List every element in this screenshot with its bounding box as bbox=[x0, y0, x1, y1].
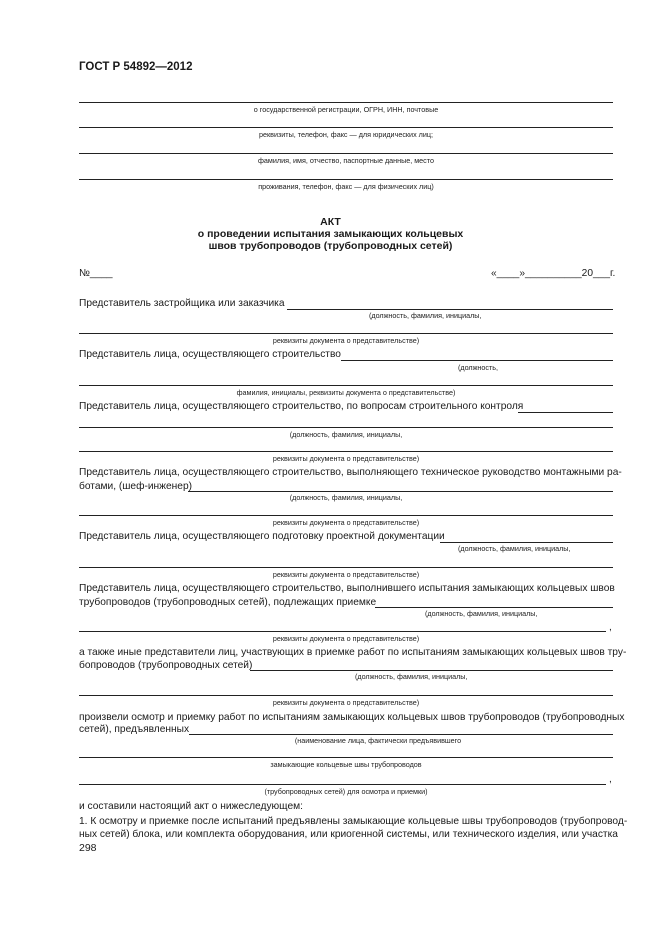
document-subtitle: швов трубопроводов (трубопроводных сетей) bbox=[208, 240, 453, 252]
paragraph-1: ных сетей) блока, или комплекта оборудования, или криогенной системы, или технического изделия, или участка bbox=[79, 829, 618, 840]
tester-rep-field[interactable] bbox=[375, 607, 613, 608]
tester-rep-label: трубопроводов (трубопроводных сетей), подлежащих приемке bbox=[79, 597, 377, 608]
blank-line[interactable] bbox=[79, 333, 613, 334]
blank-line[interactable] bbox=[79, 153, 613, 154]
blank-line[interactable] bbox=[79, 515, 613, 516]
field-caption: фамилия, имя, отчество, паспортные данные, место bbox=[258, 156, 434, 165]
field-caption: (должность, bbox=[458, 363, 499, 372]
comma: , bbox=[609, 774, 612, 785]
field-caption: (должность, фамилия, инициалы, bbox=[355, 672, 468, 681]
inspection-label: сетей), предъявленных bbox=[79, 724, 190, 735]
blank-line[interactable] bbox=[79, 695, 613, 696]
chief-engineer-label: Представитель лица, осуществляющего строительство, выполняющего техническое руководство монтажными ра- bbox=[79, 467, 622, 478]
comma: , bbox=[609, 622, 612, 633]
field-caption: (должность, фамилия, инициалы, bbox=[458, 544, 571, 553]
field-caption: проживания, телефон, факс — для физических лиц) bbox=[258, 182, 434, 191]
field-caption: (должность, фамилия, инициалы, bbox=[369, 311, 482, 320]
control-rep-field[interactable] bbox=[518, 412, 613, 413]
field-caption: реквизиты, телефон, факс — для юридических лиц; bbox=[259, 130, 433, 139]
blank-line[interactable] bbox=[79, 385, 613, 386]
field-caption: о государственной регистрации, ОГРН, ИНН, почтовые bbox=[253, 105, 439, 114]
field-caption: замыкающие кольцевые швы трубопроводов bbox=[270, 760, 422, 769]
conclusion-text: и составили настоящий акт о нижеследующем: bbox=[79, 801, 303, 812]
field-caption: (должность, фамилия, инициалы, bbox=[425, 609, 538, 618]
other-reps-field[interactable] bbox=[250, 670, 613, 671]
other-reps-label: бопроводов (трубопроводных сетей) bbox=[79, 660, 253, 671]
blank-line[interactable] bbox=[79, 757, 613, 758]
customer-rep-label: Представитель застройщика или заказчика bbox=[79, 298, 285, 309]
designer-rep-field[interactable] bbox=[440, 542, 613, 543]
blank-line[interactable] bbox=[79, 127, 613, 128]
document-title: АКТ bbox=[320, 216, 341, 228]
chief-engineer-field[interactable] bbox=[188, 491, 613, 492]
page-number: 298 bbox=[79, 842, 97, 854]
tester-rep-label: Представитель лица, осуществляющего строительство, выполнившего испытания замыкающих кольцевых швов bbox=[79, 583, 615, 594]
field-caption: реквизиты документа о представительстве) bbox=[272, 518, 420, 527]
builder-rep-field[interactable] bbox=[341, 360, 613, 361]
blank-line[interactable] bbox=[79, 179, 613, 180]
field-caption: реквизиты документа о представительстве) bbox=[272, 698, 420, 707]
field-caption: (наименование лица, фактически предъявившего bbox=[294, 736, 462, 745]
blank-line[interactable] bbox=[79, 784, 606, 785]
inspection-label: произвели осмотр и приемку работ по испытаниям замыкающих кольцевых швов трубопроводов (трубопроводных bbox=[79, 712, 625, 723]
field-caption: (должность, фамилия, инициалы, bbox=[289, 493, 403, 502]
customer-rep-field[interactable] bbox=[287, 309, 613, 310]
control-rep-label: Представитель лица, осуществляющего строительство, по вопросам строительного контроля bbox=[79, 401, 524, 412]
blank-line[interactable] bbox=[79, 567, 613, 568]
field-caption: реквизиты документа о представительстве) bbox=[272, 336, 420, 345]
presenter-field[interactable] bbox=[189, 734, 613, 735]
document-subtitle: о проведении испытания замыкающих кольцевых bbox=[197, 228, 464, 240]
builder-rep-label: Представитель лица, осуществляющего строительство bbox=[79, 349, 341, 360]
field-caption: реквизиты документа о представительстве) bbox=[272, 570, 420, 579]
chief-engineer-label: ботами, (шеф-инженер) bbox=[79, 481, 193, 492]
blank-line[interactable] bbox=[79, 451, 613, 452]
act-number-field[interactable]: №____ bbox=[79, 268, 113, 279]
blank-line[interactable] bbox=[79, 427, 613, 428]
blank-line[interactable] bbox=[79, 102, 613, 103]
field-caption: (должность, фамилия, инициалы, bbox=[289, 430, 403, 439]
field-caption: (трубопроводных сетей) для осмотра и приемки) bbox=[264, 787, 428, 796]
standard-header: ГОСТ Р 54892—2012 bbox=[79, 61, 193, 73]
field-caption: реквизиты документа о представительстве) bbox=[272, 454, 420, 463]
paragraph-1: 1. К осмотру и приемке после испытаний предъявлены замыкающие кольцевые швы трубопроводов (трубопровод- bbox=[79, 816, 628, 827]
other-reps-label: а также иные представители лиц, участвующих в приемке работ по испытаниям замыкающих кольцевых швов тру- bbox=[79, 647, 627, 658]
designer-rep-label: Представитель лица, осуществляющего подготовку проектной документации bbox=[79, 531, 445, 542]
blank-line[interactable] bbox=[79, 631, 606, 632]
field-caption: реквизиты документа о представительстве) bbox=[272, 634, 420, 643]
act-date-field[interactable]: «____»__________20___г. bbox=[491, 268, 616, 279]
field-caption: фамилия, инициалы, реквизиты документа о представительстве) bbox=[236, 388, 456, 397]
